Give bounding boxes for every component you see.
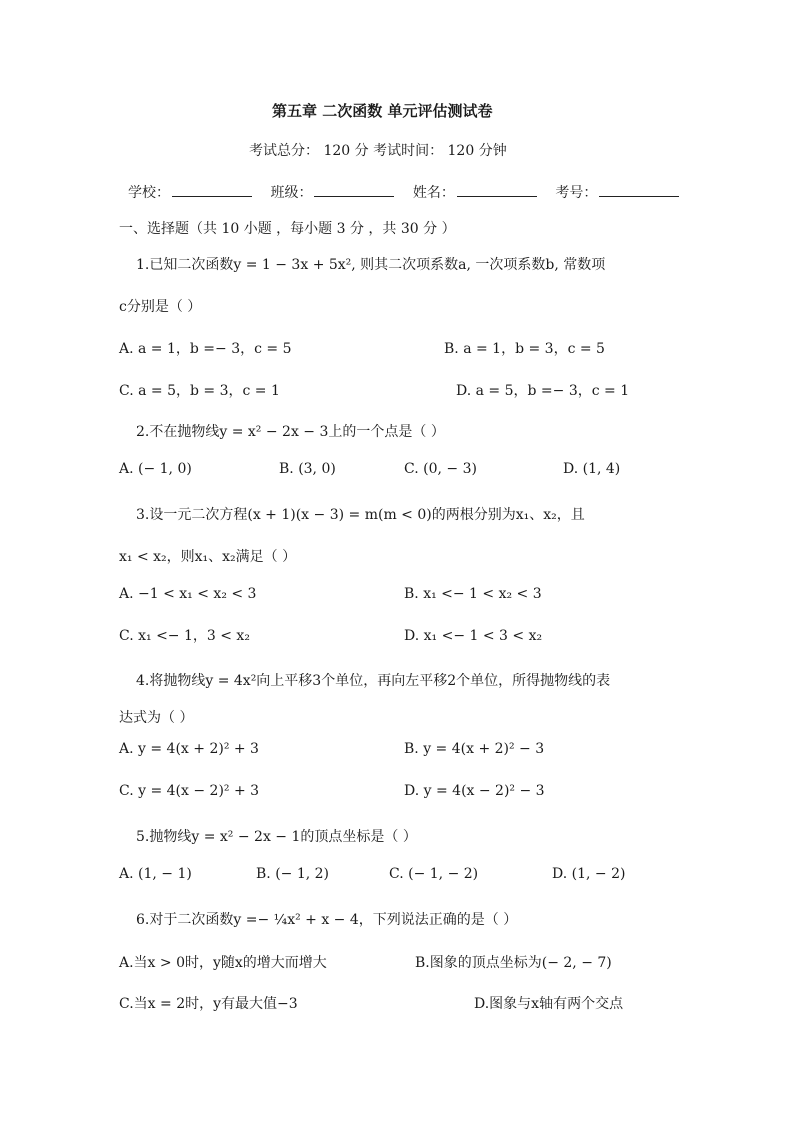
name-blank [457, 184, 537, 197]
question-2-option-b: B. (3, 0) [279, 461, 336, 477]
question-6-option-b: B.图象的顶点坐标为(− 2, − 7) [415, 955, 612, 971]
school-blank [172, 184, 252, 197]
question-2-option-c: C. (0, − 3) [404, 461, 477, 477]
question-1-option-c: C. a = 5，b = 3，c = 1 [119, 383, 280, 399]
question-1-option-b: B. a = 1，b = 3，c = 5 [444, 341, 605, 357]
question-2-stem-line-1: 2.不在抛物线y = x² − 2x − 3上的一个点是（ ） [136, 424, 445, 440]
number-blank [599, 184, 679, 197]
question-5-option-c: C. (− 1, − 2) [389, 866, 479, 882]
class-blank [314, 184, 394, 197]
question-2-option-d: D. (1, 4) [563, 461, 621, 477]
question-4-option-a: A. y = 4(x + 2)² + 3 [119, 741, 259, 757]
class-label: 班级： [270, 185, 313, 201]
question-4-option-b: B. y = 4(x + 2)² − 3 [404, 741, 545, 757]
question-4-option-d: D. y = 4(x − 2)² − 3 [404, 783, 545, 799]
question-3-stem-line-2: x₁ < x₂，则x₁、x₂满足（ ） [119, 549, 297, 565]
name-label: 姓名： [412, 185, 455, 201]
question-5-option-a: A. (1, − 1) [119, 866, 192, 882]
question-3-option-b: B. x₁ <− 1 < x₂ < 3 [404, 586, 542, 602]
student-info-fields [128, 184, 679, 200]
question-3-option-c: C. x₁ <− 1，3 < x₂ [119, 628, 250, 644]
section-heading: 一、选择题（共 10 小题 ，每小题 3 分 ，共 30 分 ） [119, 221, 456, 237]
question-3-option-a: A. −1 < x₁ < x₂ < 3 [119, 586, 257, 602]
school-label: 学校： [128, 185, 170, 201]
exam-title: 第五章 二次函数 单元评估测试卷 [272, 102, 493, 120]
question-3-stem-line-1: 3.设一元二次方程(x + 1)(x − 3) = m(m < 0)的两根分别为x₁、x₂，且 [136, 507, 585, 523]
question-1-stem-line-2: c分别是（ ） [119, 299, 202, 315]
exam-info: 考试总分： 120 分 考试时间： 120 分钟 [249, 143, 507, 159]
question-2-option-a: A. (− 1, 0) [119, 461, 192, 477]
question-1-stem-line-1: 1.已知二次函数y = 1 − 3x + 5x², 则其二次项系数a, 一次项系数b, 常数项 [136, 257, 606, 273]
question-3-option-d: D. x₁ <− 1 < 3 < x₂ [404, 628, 543, 644]
question-6-option-a: A.当x > 0时，y随x的增大而增大 [119, 955, 327, 971]
question-5-stem-line-1: 5.抛物线y = x² − 2x − 1的顶点坐标是（ ） [136, 829, 417, 845]
question-4-stem-line-1: 4.将抛物线y = 4x²向上平移3个单位，再向左平移2个单位，所得抛物线的表 [136, 673, 611, 689]
question-6-option-c: C.当x = 2时，y有最大值−3 [119, 996, 298, 1012]
question-5-option-b: B. (− 1, 2) [256, 866, 330, 882]
question-5-option-d: D. (1, − 2) [552, 866, 626, 882]
question-4-stem-line-2: 达式为（ ） [119, 710, 194, 726]
question-1-option-d: D. a = 5，b =− 3，c = 1 [456, 383, 630, 399]
question-4-option-c: C. y = 4(x − 2)² + 3 [119, 783, 260, 799]
question-6-option-d: D.图象与x轴有两个交点 [474, 996, 624, 1012]
question-1-option-a: A. a = 1，b =− 3，c = 5 [119, 341, 292, 357]
number-label: 考号： [555, 185, 598, 201]
question-6-stem-line-1: 6.对于二次函数y =− ¼x² + x − 4，下列说法正确的是（ ） [136, 912, 518, 928]
